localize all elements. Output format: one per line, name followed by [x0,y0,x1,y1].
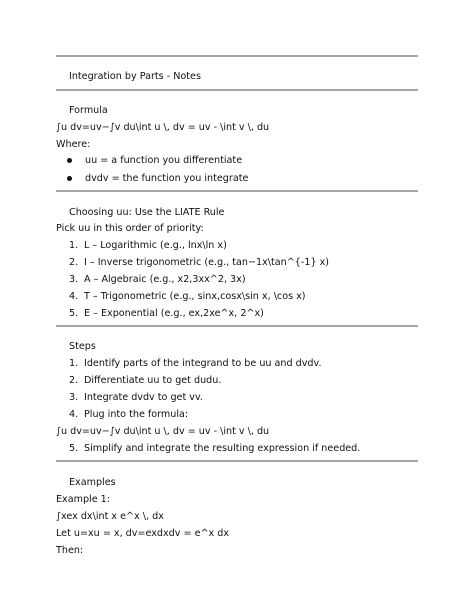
liate-heading: Choosing uu: Use the LIATE Rule [69,207,225,218]
steps-heading: Steps [69,341,96,352]
examples-heading: Examples [69,477,116,488]
list-item: dvdv = the function you integrate [85,173,249,184]
list-item: E – Exponential (e.g., ex,2xe^x, 2^x) [84,308,264,319]
formula-heading: Formula [69,105,108,116]
example-then-label: Then: [56,545,84,556]
list-item: T – Trigonometric (e.g., sinx,cosx\sin x, \cos x) [84,291,306,302]
divider [56,190,418,192]
list-item: L – Logarithmic (e.g., lnx\ln x) [84,240,227,251]
list-number: 2. [69,257,79,268]
bullet-icon [67,176,72,181]
list-number: 4. [69,409,79,420]
list-number: 5. [69,308,79,319]
liate-intro: Pick uu in this order of priority: [56,223,204,234]
list-item: I – Inverse trigonometric (e.g., tan−1x\tan^{-1} x) [84,257,330,268]
divider [56,460,418,462]
divider [56,325,418,327]
formula-equation: ∫u dv=uv−∫v du\int u \, dv = uv - \int v \, du [56,122,270,133]
example-label: Example 1: [56,494,111,505]
list-item: Identify parts of the integrand to be uu and dvdv. [84,358,322,369]
steps-equation: ∫u dv=uv−∫v du\int u \, dv = uv - \int v \, du [56,426,270,437]
list-number: 5. [69,443,79,454]
list-number: 1. [69,240,79,251]
divider [56,89,418,91]
list-number: 2. [69,375,79,386]
bullet-icon [67,158,72,163]
list-item: Differentiate uu to get dudu. [84,375,222,386]
list-item: Simplify and integrate the resulting expression if needed. [84,443,361,454]
list-number: 3. [69,274,79,285]
list-number: 3. [69,392,79,403]
where-label: Where: [56,139,91,150]
list-item: A – Algebraic (e.g., x2,3xx^2, 3x) [84,274,246,285]
list-item: Plug into the formula: [84,409,189,420]
divider [56,55,418,57]
list-number: 4. [69,291,79,302]
list-item: Integrate dvdv to get vv. [84,392,203,403]
example-let-line: Let u=xu = x, dv=exdxdv = e^x dx [56,528,230,539]
list-item: uu = a function you differentiate [85,155,243,166]
page-title: Integration by Parts - Notes [69,71,201,82]
example-integral: ∫xex dx\int x e^x \, dx [56,511,164,522]
list-number: 1. [69,358,79,369]
